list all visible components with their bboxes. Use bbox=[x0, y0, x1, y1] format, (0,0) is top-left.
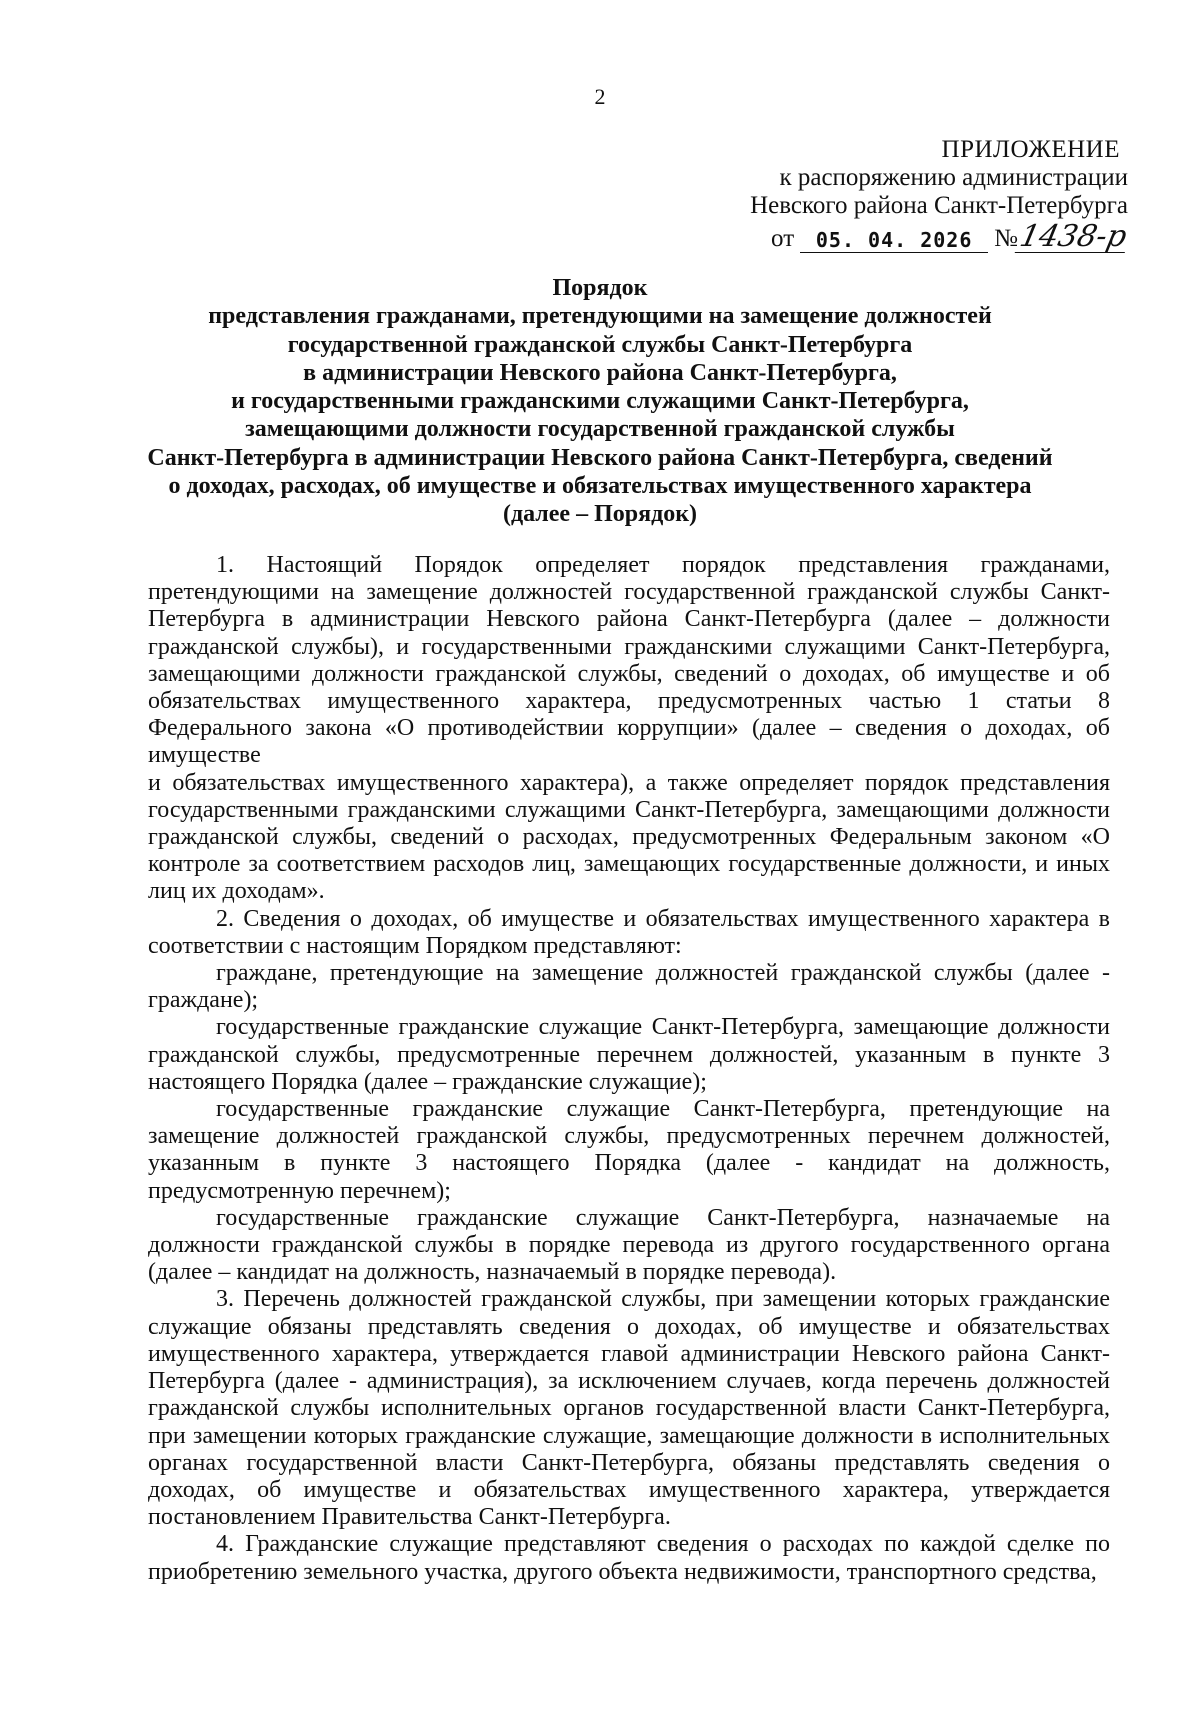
document-title bbox=[140, 274, 1060, 529]
paragraph-1-continued: и обязательствах имущественного характера), а также определяет порядок представления государственными гражданскими служащими Санкт-Петербурга, замещающими должности гражданской службы, сведений о расходах, предусмотренных Федеральным законом «О контроле за соответствием расходов лиц, замещающих государственные должности, и иных лиц их доходам». bbox=[148, 769, 1110, 905]
document-body bbox=[148, 552, 1110, 1586]
paragraph-2: 2. Сведения о доходах, об имуществе и обязательствах имущественного характера в соответствии с настоящим Порядком представляют: bbox=[148, 905, 1110, 959]
paragraph-2-item-civil-servants: государственные гражданские служащие Санкт-Петербурга, замещающие должности гражданской службы, предусмотренные перечнем должностей, указанным в пункте 3 настоящего Порядка (далее – гражданские служащие); bbox=[148, 1014, 1110, 1095]
handwritten-number: 1438-р bbox=[1016, 219, 1130, 254]
appendix-header bbox=[708, 136, 1128, 253]
title-line: (далее – Порядок) bbox=[502, 501, 698, 528]
title-line: в администрации Невского района Санкт-Петербурга, bbox=[303, 359, 897, 386]
date-stamp: 05. 04. 2026 bbox=[800, 228, 988, 253]
page-number: 2 bbox=[594, 84, 606, 109]
paragraph-3: 3. Перечень должностей гражданской службы, при замещении которых гражданские служащие обязаны представлять сведения о доходах, об имуществе и обязательствах имущественного характера, утверждается главой администрации Невского района Санкт-Петербурга (далее - администрация), за исключением случаев, когда перечень должностей гражданской службы исполнительных органов государственной власти Санкт-Петербурга, при замещении которых гражданские служащие, замещающие должности в исполнительных органах государственной власти Санкт-Петербурга, обязаны представлять сведения о доходах, об имуществе и обязательствах имущественного характера, утверждается постановлением Правительства Санкт-Петербурга. bbox=[148, 1286, 1110, 1531]
title-line: замещающими должности государственной гражданской службы bbox=[245, 416, 955, 443]
title-line: Порядок bbox=[552, 275, 648, 301]
appendix-date-number-line bbox=[708, 219, 1130, 254]
paragraph-2-item-transfer: государственные гражданские служащие Санкт-Петербурга, назначаемые на должности гражданской службы в порядке перевода из другого государственного органа (далее – кандидат на должность, назначаемый в порядке перевода). bbox=[148, 1204, 1110, 1286]
paragraph-4: 4. Гражданские служащие представляют сведения о расходах по каждой сделке по приобретению земельного участка, другого объекта недвижимости, транспортного средства, bbox=[148, 1531, 1110, 1585]
paragraph-1: 1. Настоящий Порядок определяет порядок представления гражданами, претендующими на замещение должностей государственной гражданской службы Санкт-Петербурга в администрации Невского района Санкт-Петербурга (далее – должности гражданской службы), и государственными гражданскими служащими Санкт-Петербурга, замещающими должности гражданской службы, сведений о доходах, об имуществе и об обязательствах имущественного характера, предусмотренных частью 1 статьи 8 Федерального закона «О противодействии коррупции» (далее – сведения о доходах, об имуществе bbox=[148, 552, 1110, 769]
title-line: Санкт-Петербурга в администрации Невского района Санкт-Петербурга, сведений bbox=[147, 444, 1053, 471]
paragraph-2-item-candidates: государственные гражданские служащие Санкт-Петербурга, претендующие на замещение должностей гражданской службы, предусмотренных перечнем должностей, указанным в пункте 3 настоящего Порядка (далее - кандидат на должность, предусмотренную перечнем); bbox=[148, 1096, 1110, 1204]
title-line: государственной гражданской службы Санкт-Петербурга bbox=[287, 331, 913, 358]
appendix-title: ПРИЛОЖЕНИЕ bbox=[941, 136, 1120, 163]
title-line: и государственными гражданскими служащими Санкт-Петербурга, bbox=[231, 388, 969, 415]
title-line: представления гражданами, претендующими на замещение должностей bbox=[208, 303, 992, 330]
appendix-line-1: к распоряжению администрации bbox=[779, 164, 1128, 191]
paragraph-2-item-citizens: граждане, претендующие на замещение должностей гражданской службы (далее - граждане); bbox=[148, 960, 1110, 1014]
number-prefix: № bbox=[994, 225, 1018, 252]
date-prefix: от bbox=[771, 225, 795, 252]
title-line: о доходах, расходах, об имуществе и обязательствах имущественного характера bbox=[168, 473, 1032, 500]
appendix-line-2: Невского района Санкт-Петербурга bbox=[750, 192, 1128, 219]
